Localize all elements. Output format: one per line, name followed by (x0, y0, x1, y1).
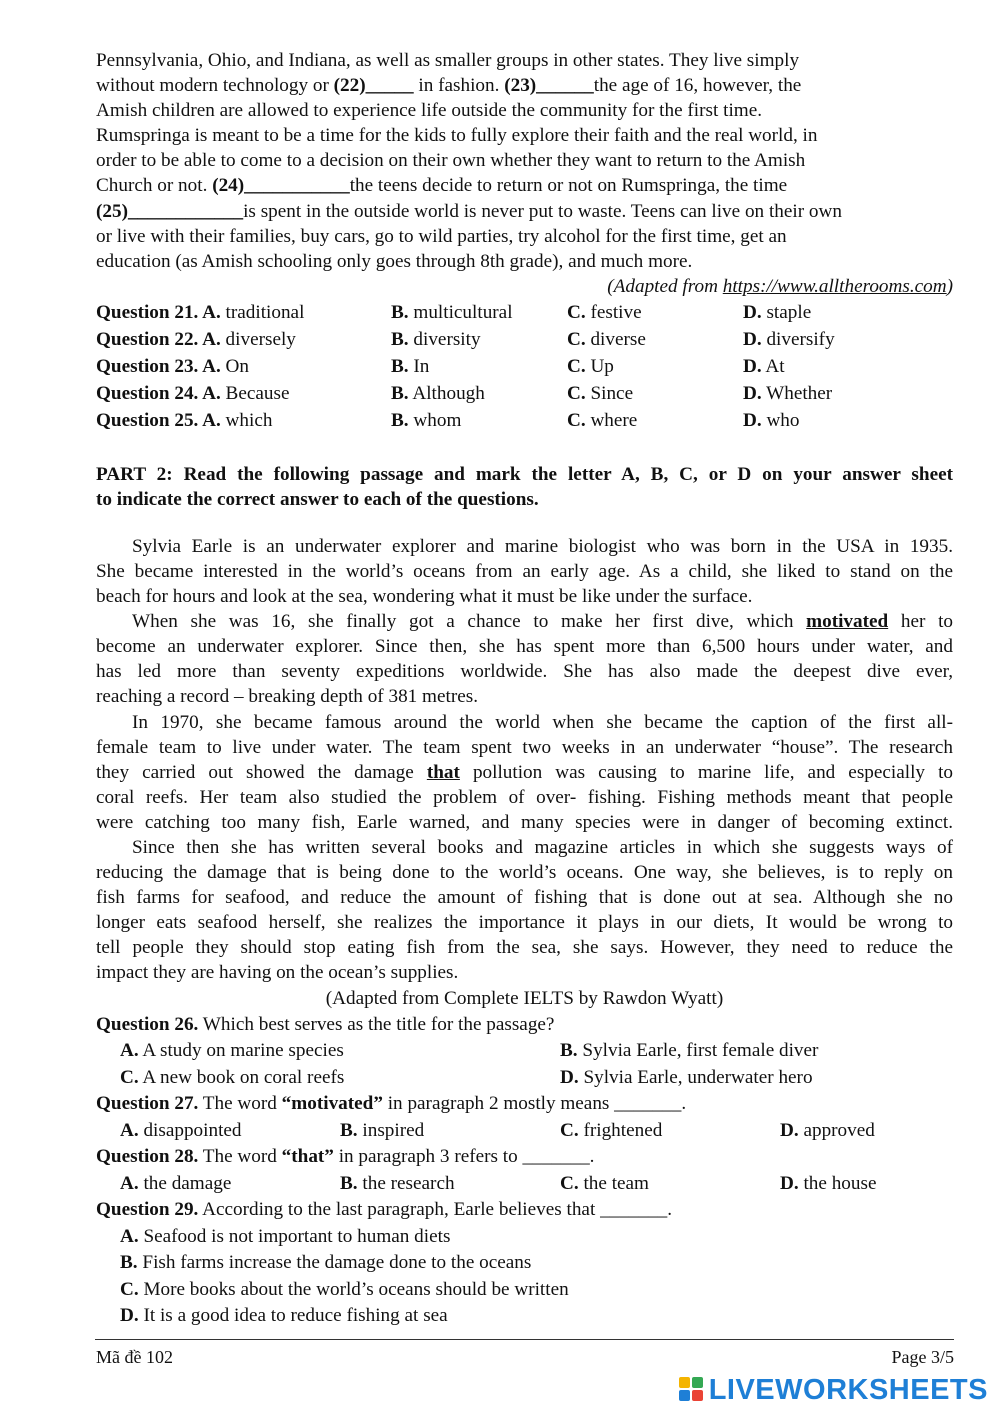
option-b[interactable]: B. In (391, 355, 430, 377)
text-segment: Church or not. (96, 175, 213, 197)
question-27-stem: Question 27. The word “motivated” in paragraph 2 mostly means _______. (96, 1093, 687, 1115)
question-26-stem (96, 1012, 953, 1039)
option-d[interactable]: D. who (743, 409, 800, 431)
text-segment: is spent in the outside world is never put to waste. Teens can live on their own (243, 200, 842, 222)
text-segment: impact they are having on the ocean’s supplies. (96, 962, 459, 984)
passage-line (96, 584, 953, 609)
option-b[interactable]: B. Sylvia Earle, first female diver (560, 1040, 819, 1062)
option-a[interactable]: Question 24. A. Because (96, 382, 290, 404)
questions-21-25 (96, 299, 953, 434)
question-28 (96, 1144, 953, 1197)
text-segment: In 1970, she became famous around the world when she became the caption of the first all- (132, 711, 953, 733)
option-d[interactable]: D. diversify (743, 328, 835, 350)
text-segment: her to (888, 611, 953, 633)
passage-line (96, 760, 953, 785)
text-segment: the teens decide to return or not on Rumspringa, the time (349, 175, 788, 197)
highlighted-word: that (426, 761, 460, 783)
text-segment: without modern technology or (96, 75, 334, 97)
question-row (96, 353, 953, 380)
question-row (96, 299, 953, 326)
option-c[interactable]: C. Up (567, 355, 614, 377)
question-26-options-row-2 (96, 1065, 953, 1092)
passage-line (96, 960, 953, 985)
passage-line (96, 910, 953, 935)
question-26 (96, 1012, 953, 1092)
part-2-heading (96, 462, 953, 512)
option-b[interactable]: B. inspired (340, 1119, 425, 1141)
source-suffix: ) (946, 275, 953, 297)
text-segment: pollution was causing to marine life, and especially to (459, 761, 953, 783)
option-d[interactable]: D. It is a good idea to reduce fishing at sea (120, 1305, 448, 1327)
text-segment: or live with their families, buy cars, go to wild parties, try alcohol for the first time, get an (96, 225, 787, 247)
footer-divider (95, 1339, 954, 1340)
logo-tile (692, 1390, 703, 1401)
text-segment: (23)______ (504, 75, 594, 97)
text-segment: Amish children are allowed to experience life outside the community for the first time. (96, 100, 763, 122)
page-number: Page 3/5 (891, 1347, 954, 1367)
option-b[interactable]: B. the research (340, 1172, 455, 1194)
document-page (96, 48, 953, 1330)
passage-line (96, 98, 953, 123)
question-28-stem: Question 28. The word “that” in paragraph 3 refers to _______. (96, 1146, 595, 1168)
question-29-stem: Question 29. According to the last paragraph, Earle believes that _______. (96, 1199, 673, 1221)
text-segment: (22) (333, 75, 366, 97)
text-segment: She became interested in the world’s oceans from an early age. As a child, she liked to stand on the (96, 560, 953, 582)
passage-line (96, 73, 953, 98)
option-c[interactable]: C. frightened (560, 1119, 663, 1141)
passage-1 (96, 48, 953, 274)
option-a[interactable]: Question 21. A. traditional (96, 301, 305, 323)
text-segment: in fashion. (413, 75, 505, 97)
passage-line (96, 810, 953, 835)
passage-1-source (96, 274, 953, 299)
question-27 (96, 1091, 953, 1144)
option-a[interactable]: A. disappointed (120, 1119, 242, 1141)
part-2-heading-line-2: to indicate the correct answer to each of the questions. (96, 488, 539, 510)
passage-line (96, 199, 953, 224)
question-29 (96, 1197, 953, 1330)
option-c[interactable]: C. festive (567, 301, 642, 323)
text-segment: (25)____________ (96, 200, 244, 222)
passage-line (96, 534, 953, 559)
passage-line (96, 173, 953, 198)
passage-line (96, 609, 953, 634)
logo-tile (679, 1377, 690, 1388)
text-segment: When she was 16, she finally got a chance to make her first dive, which (132, 611, 807, 633)
text-segment: reducing the damage that is being done to the world’s oceans. One way, she believes, is to reply on (96, 862, 953, 884)
passage-line (96, 249, 953, 274)
passage-line (96, 785, 953, 810)
question-26-label: Question 26. (96, 1013, 199, 1035)
logo-tile (679, 1390, 690, 1401)
passage-line (96, 48, 953, 73)
question-row (96, 380, 953, 407)
passage-line (96, 684, 953, 709)
passage-line (96, 559, 953, 584)
passage-line (96, 224, 953, 249)
text-segment: Since then she has written several books and magazine articles in which she suggests ways of (132, 836, 953, 858)
option-b[interactable]: B. whom (391, 409, 462, 431)
text-segment: (24)___________ (212, 175, 350, 197)
question-28-options (96, 1171, 953, 1198)
text-segment: tell people they should stop eating fish from the sea, she says. However, they need to reduce the (96, 937, 953, 959)
text-segment: Sylvia Earle is an underwater explorer and marine biologist who was born in the USA in 1935. (132, 535, 953, 557)
question-26-options-row-1 (96, 1038, 953, 1065)
option-b[interactable]: B. Fish farms increase the damage done to the oceans (120, 1252, 532, 1274)
passage-line (96, 735, 953, 760)
text-segment: Rumspringa is meant to be a time for the kids to fully explore their faith and the real world, in (96, 125, 818, 147)
option-b[interactable]: B. multicultural (391, 301, 513, 323)
logo-tile (692, 1377, 703, 1388)
highlighted-word: motivated (806, 611, 889, 633)
text-segment: female team to live under water. The team spent two weeks in an underwater “house”. The research (96, 736, 953, 758)
option-d[interactable]: D. At (743, 355, 785, 377)
option-b[interactable]: B. diversity (391, 328, 481, 350)
text-segment: they carried out showed the damage (96, 761, 427, 783)
text-segment: beach for hours and look at the sea, wondering what it must be like under the surface. (96, 586, 753, 608)
option-d[interactable]: D. the house (780, 1172, 877, 1194)
passage-line (96, 860, 953, 885)
option-a[interactable]: Question 25. A. which (96, 409, 273, 431)
passage-line (96, 885, 953, 910)
option-a[interactable]: Question 23. A. On (96, 355, 249, 377)
question-27-options (96, 1118, 953, 1145)
option-b[interactable]: B. Although (391, 382, 485, 404)
text-segment: education (as Amish schooling only goes through 8th grade), and much more. (96, 250, 693, 272)
option-a[interactable]: A. Seafood is not important to human diets (120, 1225, 451, 1247)
text-segment: were catching too many fish, Earle warned, and many species were in danger of becoming extinct. (96, 811, 953, 833)
option-a[interactable]: Question 22. A. diversely (96, 328, 296, 350)
option-c[interactable]: C. A new book on coral reefs (120, 1066, 345, 1088)
option-c[interactable]: C. where (567, 409, 638, 431)
question-row (96, 407, 953, 434)
text-segment: Pennsylvania, Ohio, and Indiana, as well as smaller groups in other states. They live simply (96, 50, 800, 71)
liveworksheets-logo-icon (679, 1377, 705, 1403)
option-c[interactable]: C. diverse (567, 328, 646, 350)
question-row (96, 326, 953, 353)
option-d[interactable]: D. Whether (743, 382, 833, 404)
option-c[interactable]: C. the team (560, 1172, 649, 1194)
passage-line (96, 835, 953, 860)
text-segment: become an underwater explorer. Since then, she has spent more than 6,500 hours under water, and (96, 636, 953, 658)
passage-line (96, 710, 953, 735)
source-link[interactable]: https://www.alltherooms.com (722, 275, 947, 297)
question-26-text: Which best serves as the title for the passage? (198, 1013, 555, 1035)
passage-line (96, 634, 953, 659)
passage-line (96, 123, 953, 148)
option-d[interactable]: D. approved (780, 1119, 875, 1141)
passage-line (96, 148, 953, 173)
option-c[interactable]: C. More books about the world’s oceans should be written (120, 1278, 569, 1300)
text-segment: _____ (365, 75, 414, 97)
exam-code: Mã đề 102 (96, 1347, 173, 1367)
text-segment: coral reefs. Her team also studied the problem of over- fishing. Fishing methods meant that people (96, 786, 953, 808)
option-a[interactable]: A. the damage (120, 1172, 232, 1194)
passage-line (96, 935, 953, 960)
part-2-heading-line-1: PART 2: Read the following passage and mark the letter A, B, C, or D on your answer sheet (96, 463, 953, 485)
text-segment: longer eats seafood herself, she realizes the importance it plays in our diets, It would be wrong to (96, 912, 953, 934)
option-a[interactable]: A. A study on marine species (120, 1040, 344, 1062)
text-segment: the age of 16, however, the (593, 75, 802, 97)
text-segment: has led more than seventy expeditions worldwide. She has also made the deepest dive ever, (96, 661, 953, 683)
text-segment: order to be able to come to a decision on their own whether they want to return to the Amish (96, 150, 806, 172)
liveworksheets-brand[interactable] (679, 1374, 988, 1406)
option-d[interactable]: D. Sylvia Earle, underwater hero (560, 1066, 813, 1088)
passage-2 (96, 534, 953, 986)
option-c[interactable]: C. Since (567, 382, 634, 404)
passage-line (96, 659, 953, 684)
passage-2-citation: (Adapted from Complete IELTS by Rawdon Wyatt) (325, 987, 724, 1009)
text-segment: reaching a record – breaking depth of 381 metres. (96, 686, 478, 708)
source-prefix: (Adapted from (607, 275, 723, 297)
text-segment: fish farms for seafood, and reduce the amount of fishing that is done out at sea. Although she no (96, 887, 953, 909)
brand-wordmark: LIVEWORKSHEETS (708, 1373, 988, 1406)
option-d[interactable]: D. staple (743, 301, 812, 323)
